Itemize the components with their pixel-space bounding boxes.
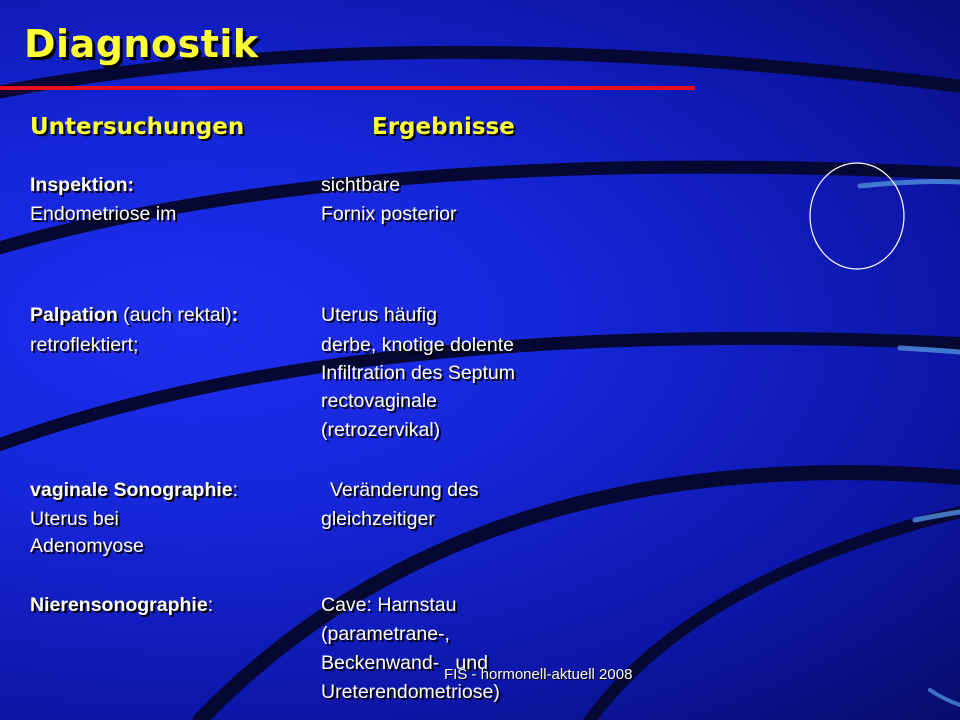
sonographie-label-line xyxy=(30,481,238,501)
sonographie-label: vaginale Sonographie xyxy=(30,479,233,501)
footer-text: FIS - hormonell-aktuell 2008 xyxy=(444,666,633,683)
nieren-result-line2: (parametrane-, xyxy=(321,623,450,645)
nieren-label-line xyxy=(30,596,213,616)
nieren-result-line1: Cave: Harnstau xyxy=(321,594,457,616)
column-header-ergebnisse: Ergebnisse xyxy=(372,114,515,140)
column-header-untersuchungen: Untersuchungen xyxy=(30,114,245,140)
palpation-label: Palpation xyxy=(30,304,118,326)
palpation-result-line2: derbe, knotige dolente xyxy=(321,334,514,356)
palpation-label-line xyxy=(30,306,238,326)
nieren-result-line4: Ureterendometriose) xyxy=(321,681,500,703)
inspektion-left-line2: Endometriose im xyxy=(30,203,177,225)
palpation-result-line1: Uterus häufig xyxy=(321,304,437,326)
sonographie-left-line2: Uterus bei xyxy=(30,508,119,530)
annotation-circle xyxy=(810,163,904,269)
nieren-colon: : xyxy=(207,594,214,616)
palpation-result-line4: rectovaginale xyxy=(321,390,437,412)
nieren-result-line3: Beckenwand- und xyxy=(321,652,488,674)
slide-title: Diagnostik xyxy=(24,22,259,66)
nieren-label: Nierensonographie xyxy=(30,594,208,616)
palpation-result-line3: Infiltration des Septum xyxy=(321,362,516,384)
palpation-result-line5: (retrozervikal) xyxy=(321,419,441,441)
palpation-left-line2: retroflektiert; xyxy=(30,334,139,356)
palpation-colon: : xyxy=(231,304,239,326)
inspektion-label: Inspektion: xyxy=(30,174,135,196)
sonographie-result-line1: Veränderung des xyxy=(330,479,479,501)
sonographie-left-line3: Adenomyose xyxy=(30,535,144,557)
inspektion-result-line2: Fornix posterior xyxy=(321,203,457,225)
palpation-label-suffix: (auch rektal) xyxy=(117,304,232,326)
title-underline xyxy=(0,86,695,90)
sonographie-colon: : xyxy=(232,479,239,501)
inspektion-result-line1: sichtbare xyxy=(321,174,401,196)
sonographie-result-line2: gleichzeitiger xyxy=(321,508,435,530)
